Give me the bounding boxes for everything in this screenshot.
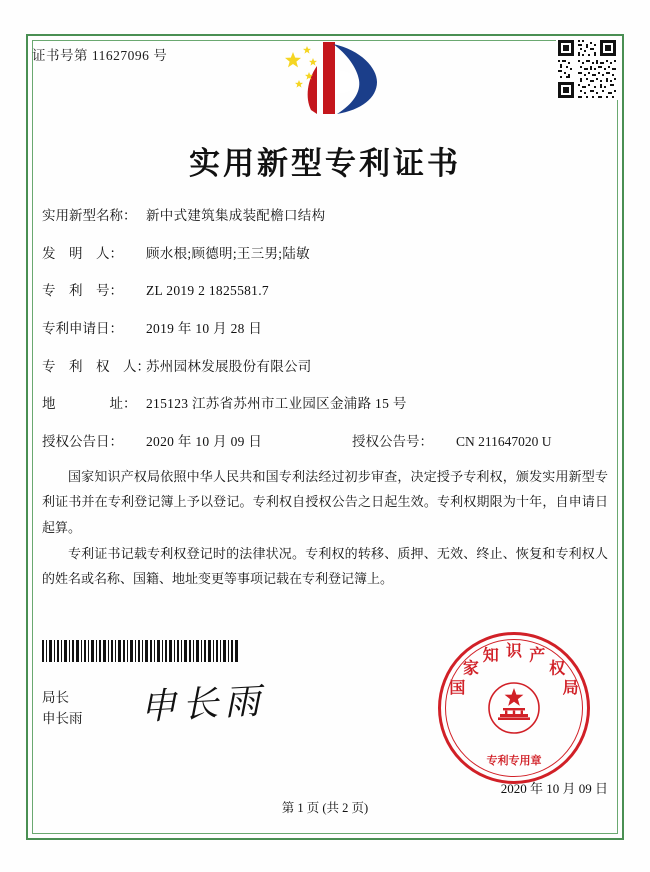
- seal-char-5: 权: [549, 658, 566, 678]
- seal-char-1: 家: [462, 658, 479, 678]
- field-row-patentee: [42, 359, 608, 375]
- national-emblem-icon: [486, 680, 542, 736]
- field-row-grant-announcement: [42, 434, 608, 450]
- field-label: 专 利 号：: [42, 283, 123, 299]
- field-label-grant-date: 授权公告日：: [42, 434, 123, 450]
- field-list: [42, 208, 608, 472]
- field-label: 专 利 权 人：: [42, 358, 150, 374]
- legal-text: [42, 464, 608, 593]
- seal-char-4: 产: [529, 645, 546, 665]
- director-label: 局长: [42, 690, 69, 705]
- field-label: 发 明 人：: [42, 245, 123, 261]
- china-patent-logo-icon: [265, 36, 385, 122]
- field-label: 专利申请日：: [42, 321, 123, 337]
- field-label: 地 址：: [42, 396, 137, 412]
- field-value-grant-number: CN 211647020 U: [456, 434, 552, 450]
- field-row-application-date: [42, 321, 608, 337]
- handwritten-signature: 申长雨: [139, 680, 268, 729]
- seal-date: 2020 年 10 月 09 日: [500, 781, 608, 796]
- seal-bottom-text: 专利专用章: [486, 755, 542, 767]
- field-value: 苏州园林发展股份有限公司: [146, 358, 312, 374]
- seal-char-3: 识: [506, 641, 523, 660]
- field-row-inventors: [42, 246, 608, 262]
- seal-char-0: 国: [449, 677, 466, 697]
- field-value: 215123 江苏省苏州市工业园区金浦路 15 号: [146, 396, 407, 412]
- page-title: 实用新型专利证书: [189, 146, 461, 182]
- field-value: ZL 2019 2 1825581.7: [146, 283, 269, 299]
- field-row-address: [42, 396, 608, 412]
- official-seal: [438, 632, 590, 784]
- page-footer: 第 1 页 (共 2 页): [281, 801, 369, 815]
- legal-paragraph-2: 专利证书记载专利权登记时的法律状况。专利权的转移、质押、无效、终止、恢复和专利权人的姓名或名称、国籍、地址变更等事项记载在专利登记簿上。: [42, 546, 608, 587]
- director-name: 申长雨: [42, 710, 83, 726]
- barcode: [42, 640, 238, 662]
- field-value: 顾水根;顾德明;王三男;陆敏: [146, 245, 310, 261]
- qr-code-icon: [556, 38, 618, 100]
- field-row-patent-number: [42, 283, 608, 299]
- director-signature-block: [42, 688, 83, 730]
- field-label: 实用新型名称：: [42, 208, 137, 223]
- seal-char-6: 局: [562, 677, 579, 697]
- certificate-number: 证书号第 11627096 号: [32, 48, 168, 63]
- field-value: 2019 年 10 月 28 日: [146, 321, 263, 337]
- field-value-grant-date: 2020 年 10 月 09 日: [146, 434, 263, 450]
- field-value: 新中式建筑集成装配檐口结构: [146, 208, 326, 223]
- field-label-grant-number: 授权公告号：: [352, 434, 433, 450]
- legal-paragraph-1: 国家知识产权局依照中华人民共和国专利法经过初步审查，决定授予专利权，颁发实用新型专利证书并在专利登记簿上予以登记。专利权自授权公告之日起生效。专利权期限为十年，自申请日起算。: [42, 469, 608, 535]
- seal-char-2: 知: [482, 645, 499, 665]
- field-row-utility-model-name: [42, 208, 608, 224]
